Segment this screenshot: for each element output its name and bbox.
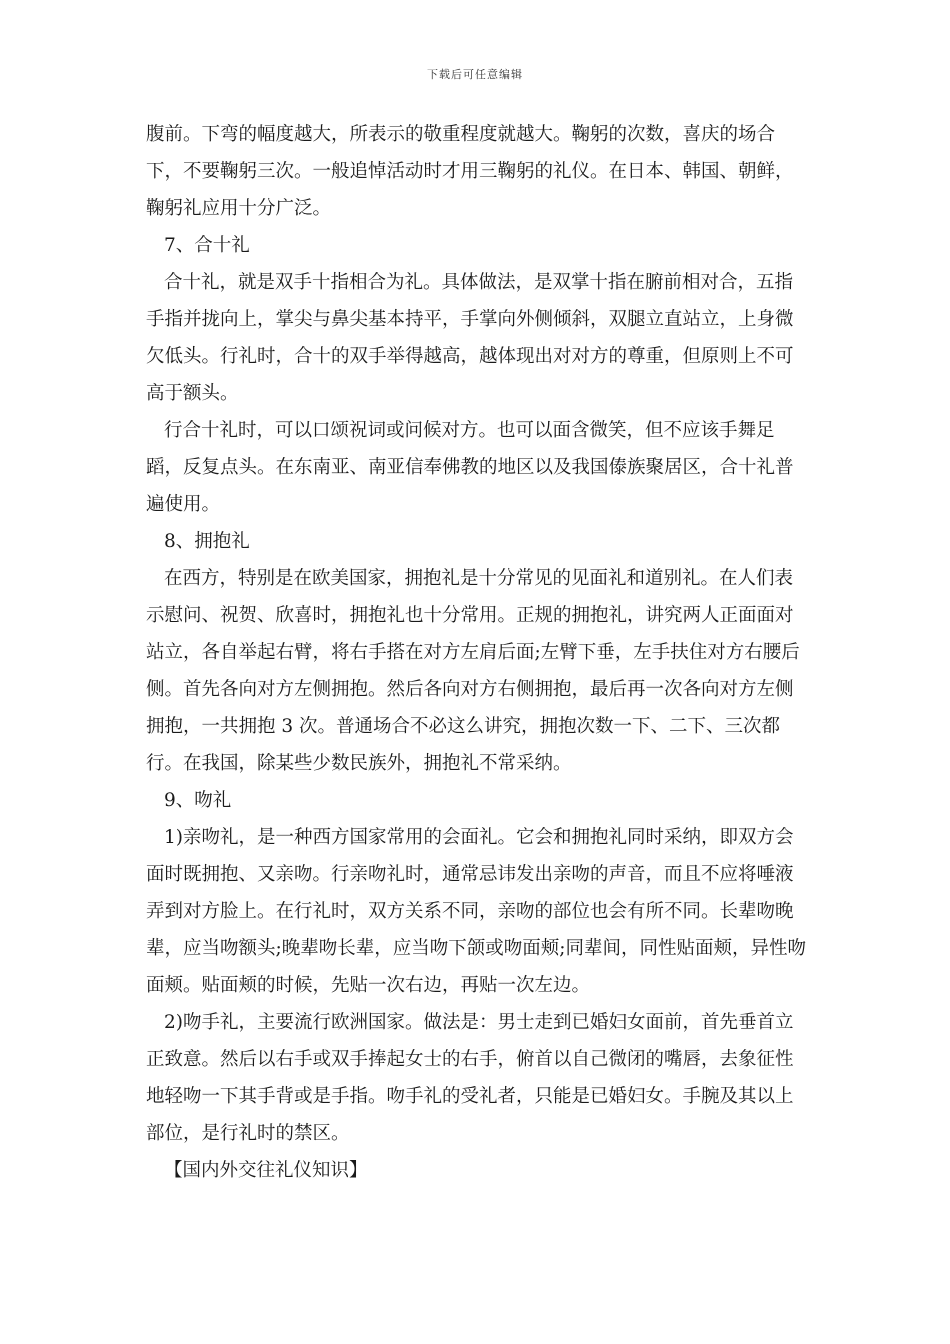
- section-heading-kiss: 9、吻礼: [164, 790, 232, 811]
- section-heading-hug: 8、拥抱礼: [164, 531, 250, 552]
- section-heading-heshi: 7、合十礼: [164, 235, 250, 256]
- paragraph-heshi-usage: 行合十礼时，可以口颂祝词或问候对方。也可以面含微笑，但不应该手舞足蹈，反复点头。在东南亚、南亚信奉佛教的地区以及我国傣族聚居区，合十礼普遍使用。: [146, 420, 794, 515]
- paragraph-bow-conclusion: 腹前。下弯的幅度越大，所表示的敬重程度就越大。鞠躬的次数，喜庆的场合下，不要鞠躬三次。一般追悼活动时才用三鞠躬的礼仪。在日本、韩国、朝鲜，鞠躬礼应用十分广泛。: [146, 124, 794, 219]
- paragraph-hand-kiss: 2)吻手礼，主要流行欧洲国家。做法是：男士走到已婚妇女面前，首先垂首立正致意。然后以右手或双手捧起女士的右手，俯首以自己微闭的嘴唇，去象征性地轻吻一下其手背或是手指。吻手礼的受礼者，只能是已婚妇女。手腕及其以上部位，是行礼时的禁区。: [146, 1012, 794, 1144]
- paragraph-hug: 在西方，特别是在欧美国家，拥抱礼是十分常见的见面礼和道别礼。在人们表示慰问、祝贺、欣喜时，拥抱礼也十分常用。正规的拥抱礼，讲究两人正面面对站立，各自举起右臂，将右手搭在对方左肩后面;左臂下垂，左手扶住对方右腰后侧。首先各向对方左侧拥抱。然后各向对方右侧拥抱，最后再一次各向对方左侧拥抱，一共拥抱 3 次。普通场合不必这么讲究，拥抱次数一下、二下、三次都行。在我国，除某些少数民族外，拥抱礼不常采纳。: [146, 568, 800, 774]
- page-header: 下载后可任意编辑: [427, 68, 523, 81]
- paragraph-heshi-method: 合十礼，就是双手十指相合为礼。具体做法，是双掌十指在腑前相对合，五指手指并拢向上，掌尖与鼻尖基本持平，手掌向外侧倾斜，双腿立直站立，上身微欠低头。行礼时，合十的双手举得越高，越体现出对对方的尊重，但原则上不可高于额头。: [146, 272, 794, 404]
- section-heading-etiquette-knowledge: 【国内外交往礼仪知识】: [164, 1160, 368, 1181]
- paragraph-kiss-greeting: 1)亲吻礼，是一种西方国家常用的会面礼。它会和拥抱礼同时采纳，即双方会面时既拥抱、又亲吻。行亲吻礼时，通常忌讳发出亲吻的声音，而且不应将唾液弄到对方脸上。在行礼时，双方关系不同，亲吻的部位也会有所不同。长辈吻晚辈，应当吻额头;晚辈吻长辈，应当吻下颌或吻面颊;同辈间，同性贴面颊，异性吻面颊。贴面颊的时候，先贴一次右边，再贴一次左边。: [146, 827, 806, 996]
- document-body: [146, 116, 808, 1189]
